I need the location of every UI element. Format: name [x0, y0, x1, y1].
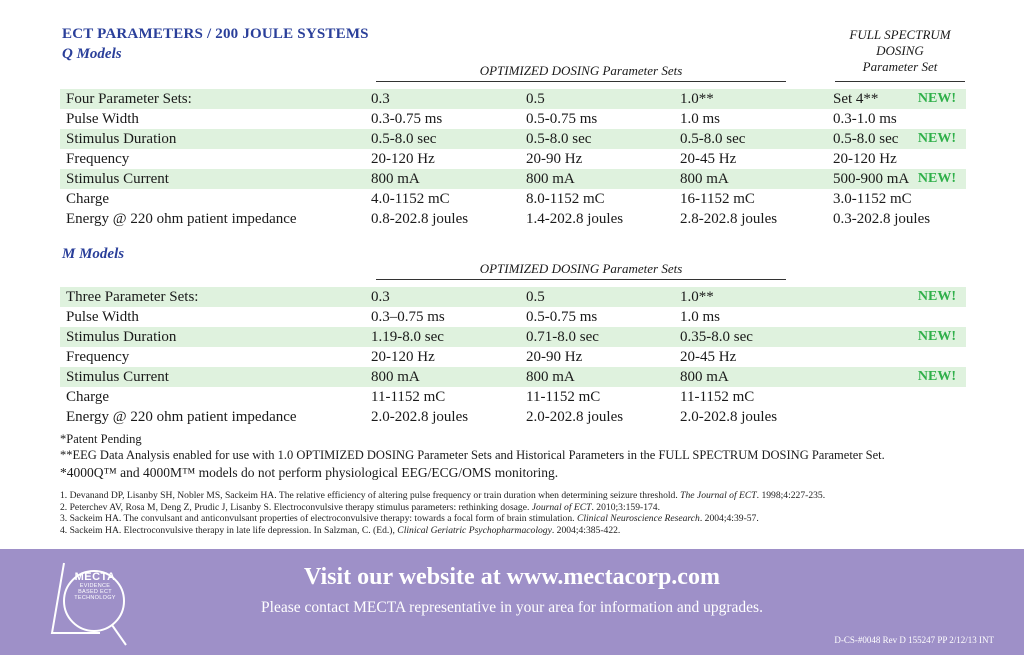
fsd-heading-line: DOSING — [876, 43, 924, 58]
cell: 0.5-8.0 sec — [371, 131, 437, 147]
row-label: Charge — [66, 191, 110, 207]
reference-text: 4. Sackeim HA. Electroconvulsive therapy in late life depression. In Salzman, C. (Ed.), — [60, 524, 398, 536]
row-label: Three Parameter Sets: — [66, 289, 199, 305]
logo-tagline: TECHNOLOGY — [74, 595, 116, 601]
cell: 500-900 mA — [833, 171, 910, 187]
cell: 20-90 Hz — [526, 151, 583, 167]
cell: 800 mA — [680, 369, 729, 385]
cell: 2.8-202.8 joules — [680, 211, 778, 227]
cell: 0.3 — [371, 289, 390, 305]
cell: 20-120 Hz — [371, 349, 435, 365]
table-row — [60, 327, 966, 347]
table-row — [60, 209, 966, 229]
new-badge: NEW! — [917, 91, 956, 106]
cell: 800 mA — [526, 369, 575, 385]
footer-banner — [0, 549, 1024, 655]
cell: 800 mA — [680, 171, 729, 187]
cell: 20-120 Hz — [833, 151, 897, 167]
table-row — [60, 129, 966, 149]
row-label: Stimulus Duration — [66, 329, 177, 345]
reference-journal: The Journal of ECT — [680, 490, 757, 501]
cell: 0.3-202.8 joules — [833, 211, 931, 227]
m-models-table — [60, 287, 966, 427]
cell: 11-1152 mC — [371, 389, 446, 405]
row-label: Frequency — [66, 349, 130, 365]
cell: 0.3 — [371, 91, 390, 107]
reference-journal: Journal of ECT — [531, 501, 592, 513]
cell: 1.0 ms — [680, 309, 721, 325]
table-row — [60, 189, 966, 209]
cell: 0.5-0.75 ms — [526, 309, 598, 325]
reference-item — [60, 502, 825, 514]
reference-item — [60, 513, 825, 525]
table-row — [60, 169, 966, 189]
logo-tagline: BASED ECT — [78, 589, 112, 595]
references — [60, 490, 825, 536]
cell: 16-1152 mC — [680, 191, 755, 207]
row-label: Pulse Width — [66, 111, 139, 127]
cell: 2.0-202.8 joules — [371, 409, 469, 425]
cell: 0.8-202.8 joules — [371, 211, 469, 227]
table-row — [60, 407, 966, 427]
reference-item — [60, 525, 825, 537]
new-badge: NEW! — [917, 329, 956, 344]
m-ods-heading: OPTIMIZED DOSING Parameter Sets — [479, 261, 683, 276]
row-label: Energy @ 220 ohm patient impedance — [66, 211, 297, 227]
table-row — [60, 347, 966, 367]
cell: 800 mA — [371, 369, 420, 385]
cell: 1.0** — [680, 289, 714, 305]
cell: 2.0-202.8 joules — [680, 409, 778, 425]
table-row — [60, 367, 966, 387]
document-id: D-CS-#0048 Rev D 155247 PP 2/12/13 INT — [834, 635, 994, 645]
new-badge: NEW! — [917, 369, 956, 384]
cell: 0.5 — [526, 289, 545, 305]
patent-note: *Patent Pending — [60, 432, 142, 446]
row-label: Four Parameter Sets: — [66, 91, 192, 107]
website-link[interactable]: Visit our website at www.mectacorp.com — [304, 564, 720, 590]
cell: 8.0-1152 mC — [526, 191, 605, 207]
row-label: Stimulus Duration — [66, 131, 177, 147]
reference-tail: . 2004;4:39-57. — [699, 513, 759, 524]
cell: 1.4-202.8 joules — [526, 211, 624, 227]
cell: 0.5 — [526, 91, 545, 107]
q-ods-rule — [376, 81, 786, 82]
footnotes — [60, 431, 885, 483]
cell: 800 mA — [371, 171, 420, 187]
contact-text: Please contact MECTA representative in your area for information and upgrades. — [261, 599, 763, 616]
cell: 4.0-1152 mC — [371, 191, 450, 207]
cell: 0.5-0.75 ms — [526, 111, 598, 127]
cell: 1.0 ms — [680, 111, 721, 127]
logo-tagline: EVIDENCE — [79, 583, 111, 589]
cell: 0.3–0.75 ms — [371, 309, 445, 325]
m-ods-rule — [376, 279, 786, 280]
cell: 0.5-8.0 sec — [833, 131, 899, 147]
reference-text: 3. Sackeim HA. The convulsant and anticonvulsant properties of electroconvulsive therapy: towards a focal form of brain stimulation. — [60, 513, 577, 524]
table-row — [60, 387, 966, 407]
row-label: Pulse Width — [66, 309, 139, 325]
reference-text: 2. Peterchev AV, Rosa M, Deng Z, Prudic J, Lisanby S. Electroconvulsive therapy stimulus parameters: rethinking dosage. — [60, 501, 532, 513]
table-row — [60, 307, 966, 327]
q-models-label: Q Models — [62, 46, 122, 62]
fsd-heading-line: FULL SPECTRUM — [849, 27, 951, 42]
cell: 11-1152 mC — [680, 389, 755, 405]
table-row — [60, 89, 966, 109]
cell: 20-45 Hz — [680, 151, 737, 167]
row-label: Stimulus Current — [66, 171, 169, 187]
reference-tail: . 1998;4:227-235. — [756, 490, 826, 501]
cell: 3.0-1152 mC — [833, 191, 912, 207]
cell: 20-90 Hz — [526, 349, 583, 365]
fsd-heading-rule — [835, 81, 965, 82]
eeg-note: **EEG Data Analysis enabled for use with 1.0 OPTIMIZED DOSING Parameter Sets and Historical Parameters in the FULL SPECTRUM DOSING Parameter Set. — [60, 448, 885, 462]
new-badge: NEW! — [917, 171, 956, 186]
table-row — [60, 109, 966, 129]
cell: 0.3-1.0 ms — [833, 111, 897, 127]
logo-brand: MECTA — [74, 571, 116, 583]
cell: 0.5-8.0 sec — [680, 131, 746, 147]
q-models-table — [60, 89, 966, 229]
page-title: ECT PARAMETERS / 200 JOULE SYSTEMS — [62, 26, 369, 42]
cell: 11-1152 mC — [526, 389, 601, 405]
reference-journal: Clinical Geriatric Psychopharmacology — [397, 524, 552, 536]
q-ods-heading: OPTIMIZED DOSING Parameter Sets — [479, 63, 683, 78]
reference-item — [60, 490, 825, 502]
cell: 20-45 Hz — [680, 349, 737, 365]
new-badge: NEW! — [917, 289, 956, 304]
cell: 1.0** — [680, 91, 714, 107]
cell: 2.0-202.8 joules — [526, 409, 624, 425]
models-note: *4000Q™ and 4000M™ models do not perform physiological EEG/ECG/OMS monitoring. — [60, 465, 559, 480]
cell: 0.71-8.0 sec — [526, 329, 599, 345]
reference-tail: . 2010;3:159-174. — [591, 501, 660, 513]
cell: 0.35-8.0 sec — [680, 329, 753, 345]
cell: 0.5-8.0 sec — [526, 131, 592, 147]
reference-journal: Clinical Neuroscience Research — [576, 513, 700, 524]
row-label: Frequency — [66, 151, 130, 167]
m-models-label: M Models — [62, 246, 125, 262]
reference-text: 1. Devanand DP, Lisanby SH, Nobler MS, Sackeim HA. The relative efficiency of altering pulse frequency or train duration when determining seizure threshold. — [60, 490, 681, 501]
cell: 800 mA — [526, 171, 575, 187]
fsd-heading-line: Parameter Set — [862, 59, 938, 74]
cell: Set 4** — [833, 91, 879, 107]
row-label: Energy @ 220 ohm patient impedance — [66, 409, 297, 425]
row-label: Charge — [66, 389, 110, 405]
row-label: Stimulus Current — [66, 369, 169, 385]
new-badge: NEW! — [917, 131, 956, 146]
table-row — [60, 287, 966, 307]
cell: 20-120 Hz — [371, 151, 435, 167]
full-spectrum-heading — [835, 27, 965, 75]
table-row — [60, 149, 966, 169]
cell: 0.3-0.75 ms — [371, 111, 443, 127]
reference-tail: . 2004;4:385-422. — [551, 524, 621, 536]
cell: 1.19-8.0 sec — [371, 329, 444, 345]
